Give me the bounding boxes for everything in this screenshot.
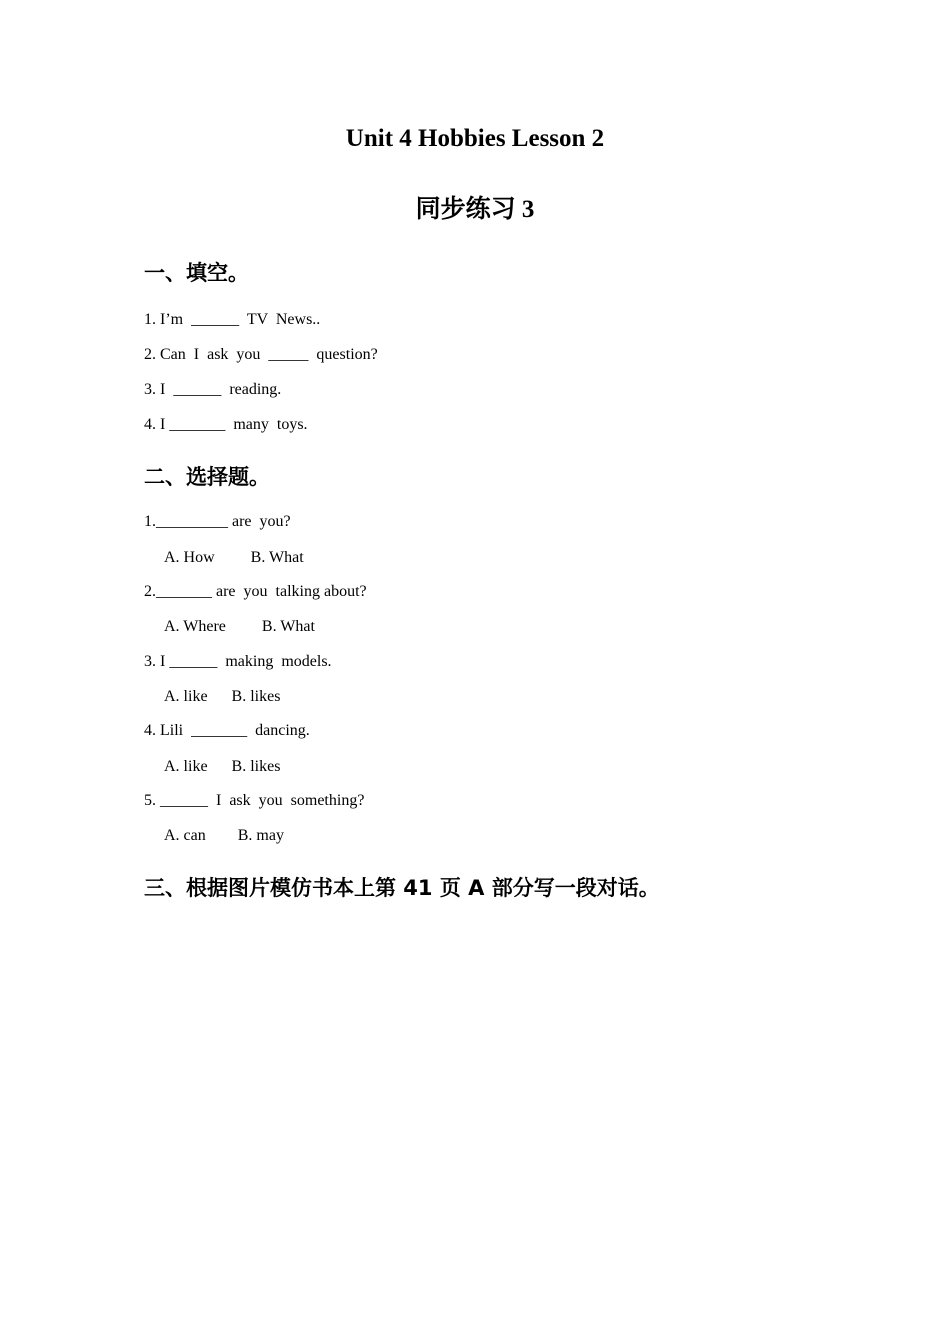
section-heading-fill-blank: 一、填空。 (144, 261, 249, 285)
fill-blank-item: 4. I _______ many toys. (144, 416, 308, 433)
choice-options: A. How B. What (164, 549, 304, 566)
page-subtitle: 同步练习 3 (415, 196, 535, 223)
section-heading-multiple-choice: 二、选择题。 (144, 465, 270, 489)
fill-blank-item: 1. I’m ______ TV News.. (144, 311, 321, 328)
choice-question: 4. Lili _______ dancing. (144, 722, 310, 739)
choice-question: 1._________ are you? (144, 513, 291, 530)
choice-question: 3. I ______ making models. (144, 653, 332, 670)
choice-question: 2._______ are you talking about? (144, 583, 367, 600)
choice-options: A. like B. likes (164, 758, 281, 775)
fill-blank-item: 3. I ______ reading. (144, 381, 282, 398)
choice-question: 5. ______ I ask you something? (144, 792, 365, 809)
choice-options: A. Where B. What (164, 618, 315, 635)
choice-options: A. like B. likes (164, 688, 281, 705)
choice-options: A. can B. may (164, 827, 284, 844)
fill-blank-item: 2. Can I ask you _____ question? (144, 346, 378, 363)
page-title: Unit 4 Hobbies Lesson 2 (345, 125, 605, 152)
section-heading-dialogue: 三、根据图片模仿书本上第 41 页 A 部分写一段对话。 (144, 876, 660, 900)
